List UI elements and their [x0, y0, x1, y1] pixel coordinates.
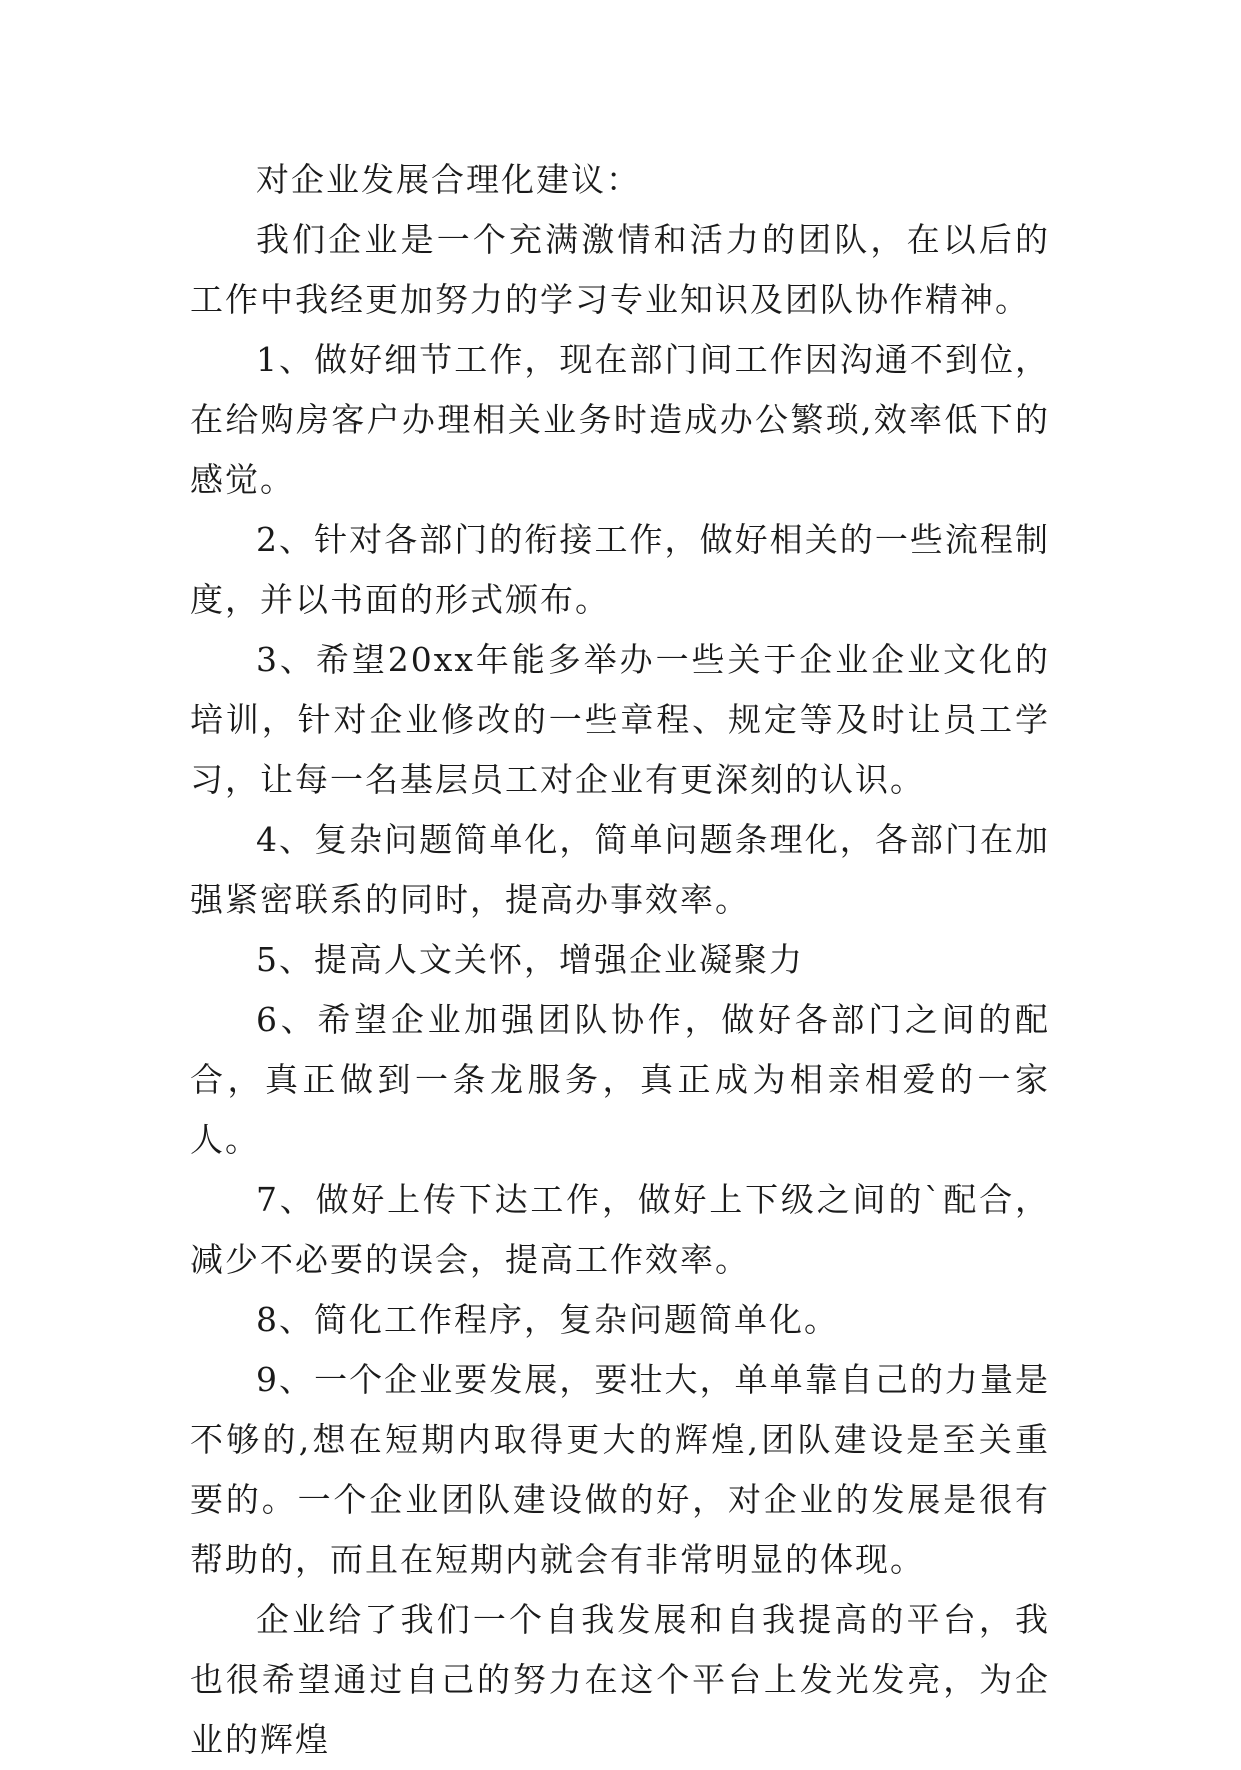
suggestion-1-paragraph: 1、做好细节工作，现在部门间工作因沟通不到位，在给购房客户办理相关业务时造成办公繁琐,效率低下的感觉。 — [190, 340, 1050, 499]
suggestion-5-paragraph: 5、提高人文关怀，增强企业凝聚力 — [256, 940, 804, 979]
suggestion-9-paragraph: 9、一个企业要发展，要壮大，单单靠自己的力量是不够的,想在短期内取得更大的辉煌,团队建设是至关重要的。一个企业团队建设做的好，对企业的发展是很有帮助的，而且在短期内就会有非常明显的体现。 — [190, 1360, 1050, 1579]
suggestion-2-paragraph: 2、针对各部门的衔接工作，做好相关的一些流程制度，并以书面的形式颁布。 — [190, 520, 1050, 619]
heading-paragraph: 对企业发展合理化建议： — [256, 160, 641, 199]
suggestion-3-paragraph: 3、希望20xx年能多举办一些关于企业企业文化的培训，针对企业修改的一些章程、规定等及时让员工学习，让每一名基层员工对企业有更深刻的认识。 — [190, 640, 1050, 799]
closing-paragraph: 企业给了我们一个自我发展和自我提高的平台，我也很希望通过自己的努力在这个平台上发光发亮，为企业的辉煌 — [190, 1600, 1050, 1759]
suggestion-8-paragraph: 8、简化工作程序，复杂问题简单化。 — [256, 1300, 839, 1339]
suggestion-4-paragraph: 4、复杂问题简单化，简单问题条理化，各部门在加强紧密联系的同时，提高办事效率。 — [190, 820, 1050, 919]
document-body — [190, 150, 1050, 1770]
intro-paragraph: 我们企业是一个充满激情和活力的团队，在以后的工作中我经更加努力的学习专业知识及团队协作精神。 — [190, 220, 1050, 319]
suggestion-7-paragraph: 7、做好上传下达工作，做好上下级之间的`配合，减少不必要的误会，提高工作效率。 — [190, 1180, 1050, 1279]
suggestion-6-paragraph: 6、希望企业加强团队协作，做好各部门之间的配合，真正做到一条龙服务，真正成为相亲相爱的一家人。 — [190, 1000, 1050, 1159]
